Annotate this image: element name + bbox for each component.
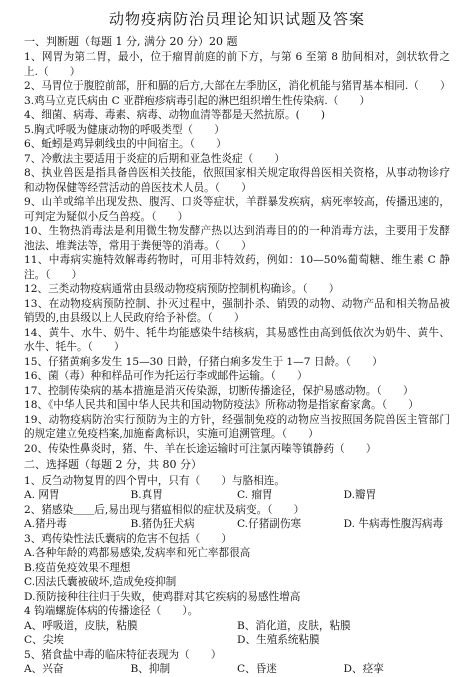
choice-option: C、昏迷 bbox=[237, 663, 277, 675]
choice-option: C. 瘤胃 bbox=[237, 489, 273, 501]
choice-option: A、呼吸道，皮肤，粘膜 bbox=[24, 619, 138, 632]
choice-option: B.真胃 bbox=[130, 489, 163, 501]
choice-question: 4 钩端螺旋体病的传播途径（ ）。 bbox=[24, 605, 199, 617]
choice-option: C、尖埃 bbox=[24, 634, 64, 646]
choice-option: B、抑制 bbox=[130, 663, 171, 675]
judge-question: 16、菌（毒）种和样品可作为托运行李或邮件运输。（ ） bbox=[24, 370, 308, 382]
choice-options bbox=[24, 546, 450, 604]
judge-question: 20、传染性鼻炎时，猪、牛、羊在长途运输时可注氯丙嗪等镇静药（ ） bbox=[24, 442, 377, 455]
choice-options bbox=[24, 488, 450, 503]
judge-question: 18、《中华人民共和国中华人民共和国动物防疫法》所称动物是指家畜家禽。（ ） bbox=[24, 399, 419, 411]
choice-options bbox=[24, 619, 450, 648]
choice-option: D.预防接种往往归于失败，使鸡群对其它疾病的易感性增高 bbox=[24, 590, 301, 603]
judge-question: 7、冷敷法主要适用于炎症的后期和亚急性炎症（ ） bbox=[24, 152, 285, 165]
section-heading-judge: 一、判断题（每题 1 分, 满分 20 分）20 题 bbox=[24, 34, 238, 48]
choice-option: A、兴奋 bbox=[24, 663, 64, 675]
choice-option: D、生殖系统粘膜 bbox=[237, 634, 320, 646]
choice-option: A.各种年龄的鸡都易感染,发病率和死亡率都很高 bbox=[24, 547, 251, 559]
judge-question: 14、黄牛、水牛、奶牛、牦牛均能感染牛结核病，其易感性由高到低依次为奶牛、黄牛、水牛、牦牛。（ ） bbox=[24, 326, 450, 353]
judge-question: 10、生物热消毒法是利用微生物发酵产热以达到消毒目的的一种消毒方法，主要用于发酵池法、堆粪法等，常用于粪便等的消毒。（ ） bbox=[24, 225, 450, 252]
choice-option: B.猪伪狂犬病 bbox=[130, 518, 195, 530]
choice-option: B.疫苗免疫效果不理想 bbox=[24, 561, 131, 574]
judge-question: 5.胸式呼吸为健康动物的呼吸类型（ ） bbox=[24, 123, 225, 136]
choice-question-list bbox=[24, 474, 450, 677]
judge-question: 15、仔猪黄痢多发生 15—30 日龄，仔猪白痢多发生于 1—7 日龄。（ ） bbox=[24, 355, 383, 368]
choice-option: A. 网胃 bbox=[24, 489, 60, 501]
choice-question: 5、猪食盐中毒的临床特征表现为（ ） bbox=[24, 648, 222, 661]
judge-question: 4、细菌、病毒、毒素、病毒、动物血清等都是天然抗原。( ) bbox=[24, 109, 326, 121]
judge-question: 1、网胃为第二胃，最小，位于瘤胃前庭的前下方，与第 6 至第 8 肋间相对，剑状软骨之上.（ ） bbox=[24, 51, 450, 78]
judge-question: 3.鸡马立克氏病由 C 亚群疱疹病毒引起的淋巴组织增生性传染病.（ ） bbox=[24, 94, 371, 107]
choice-option: A.猪丹毒 bbox=[24, 518, 67, 530]
page-title: 动物疫病防治员理论知识试题及答案 bbox=[108, 10, 365, 28]
choice-question: 1、反刍动物复胃的四个胃中，只有（ ）与胳相连。 bbox=[24, 474, 285, 487]
judge-question: 17、控制传染病的基本措施是消灭传染源，切断传播途径，保护易感动物。（ ） bbox=[24, 384, 414, 397]
judge-question-list bbox=[24, 50, 450, 456]
choice-question: 2、猪感染＿＿后,易出现与猪瘟相似的症状及病变。（ ） bbox=[24, 503, 305, 516]
judge-question: 9、山羊或绵羊出现发热、腹泻、口炎等症状，羊群暴发疾病，病死率较高，传播迅速的，可判定为疑似小反刍兽疫。（ ） bbox=[24, 196, 450, 223]
choice-options bbox=[24, 517, 450, 532]
choice-option: D.瓣胃 bbox=[343, 489, 377, 501]
choice-option: D、痉挛 bbox=[343, 663, 384, 675]
judge-question: 2、马胃位于腹腔前部，肝和膈的后方,大部在左季肋区，消化机能与猪胃基本相同.（ ） bbox=[24, 80, 451, 92]
section-heading-choice: 二、选择题（每题 2 分，共 80 分） bbox=[24, 458, 202, 471]
choice-question: 3、鸡传染性法氏囊病的危害不包括（ ） bbox=[24, 532, 233, 545]
choice-options bbox=[24, 662, 450, 677]
judge-question: 8、执业兽医是指具备兽医相关技能，依照国家相关规定取得兽医相关资格，从事动物诊疗和动物保健等经营活动的兽医技术人员。（ ） bbox=[24, 167, 450, 194]
judge-question: 6、蚯蚓是鸡异刺线虫的中间宿主。（ ） bbox=[24, 138, 227, 150]
choice-option: B、消化道，皮肤，粘膜 bbox=[237, 619, 351, 632]
judge-question: 11、中毒病实施特效解毒药物时，可用非特效药，例如：10—50%葡萄糖、维生素 C 静注。（ ） bbox=[24, 254, 450, 281]
judge-question: 19、动物疫病防治实行预防为主的方针，经强制免疫的动物应当按照国务院兽医主管部门的规定建立免疫档案,加施畜禽标识，实施可追溯管理。（ ） bbox=[24, 413, 450, 440]
choice-option: D. 牛病毒性腹泻病毒 bbox=[343, 518, 444, 530]
choice-option: C.仔猪副伤寒 bbox=[237, 518, 302, 530]
judge-question: 13、在动物疫病预防控制、扑灭过程中，强制扑杀、销毁的动物、动物产品和相关物品被销毁的,由县级以上人民政府给予补偿。（ ） bbox=[24, 297, 450, 324]
choice-option: C.因法氏囊被破坏,造成免疫抑制 bbox=[24, 576, 177, 588]
judge-question: 12、三类动物疫病通常由县级动物疫病预防控制机构确诊。（ ） bbox=[24, 283, 340, 295]
